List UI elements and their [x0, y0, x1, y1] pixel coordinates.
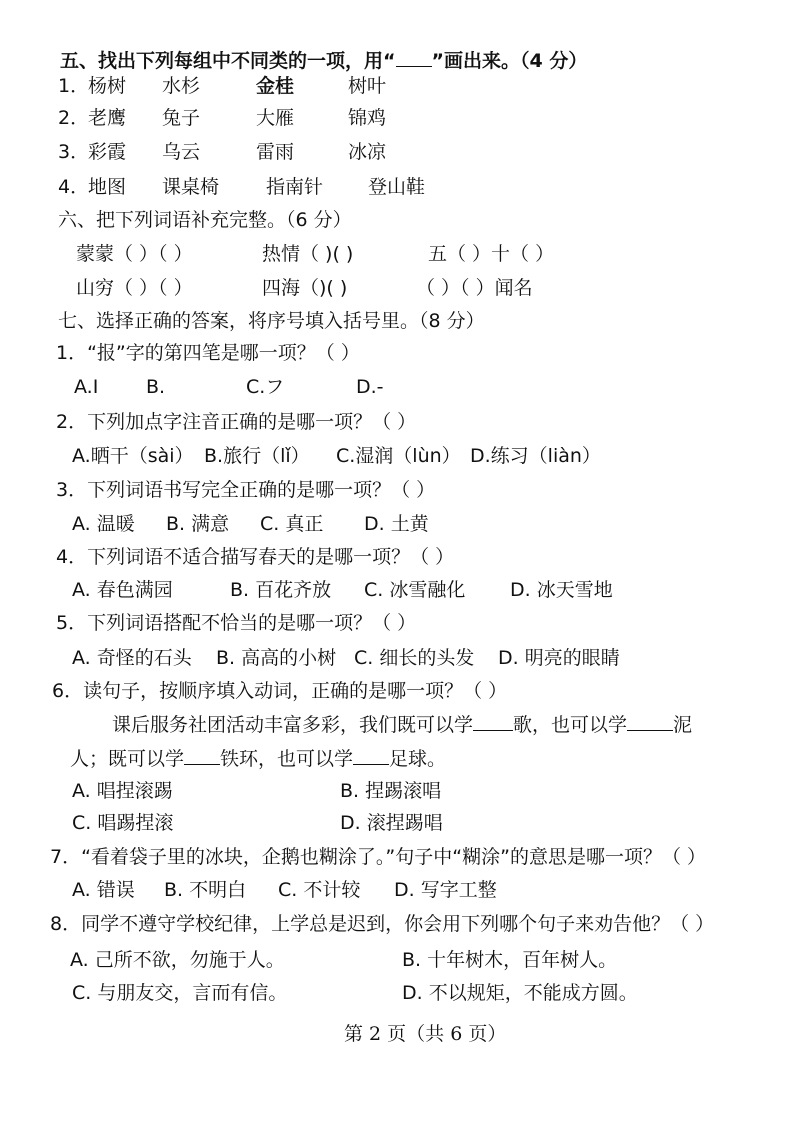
answer-blank [627, 712, 673, 731]
option-a: A. 春色满园 [72, 579, 173, 601]
fill-word: 蒙蒙（ ）（ ） [76, 243, 193, 265]
section5-title [60, 48, 587, 73]
question-2-stem: 2．下列加点字注音正确的是哪一项？（ ） [56, 411, 417, 433]
option-d: D. 写字工整 [394, 879, 497, 901]
option-d: D. 土黄 [364, 513, 429, 535]
option-c: C. 真正 [260, 513, 324, 535]
option-c: C. 唱踢捏滚 [72, 812, 174, 834]
question-6-sentence-line2 [70, 746, 446, 771]
option-d: D.- [356, 376, 384, 398]
option-c: C. 与朋友交，言而有信。 [72, 982, 288, 1004]
fill-word: 山穷（ ）（ ） [76, 277, 193, 299]
option-a: A. 温暖 [72, 513, 135, 535]
fill-word: 五（ ）十（ ） [428, 243, 555, 265]
question-8-stem: 8．同学不遵守学校纪律，上学总是迟到，你会用下列哪个句子来劝告他？（ ） [50, 913, 715, 935]
word: 大雁 [256, 107, 295, 129]
option-d: D.练习（liàn） [470, 445, 601, 467]
answer-blank [473, 712, 513, 731]
option-c: C.湿润（lùn） [336, 445, 461, 467]
option-b: B. 捏踢滚唱 [340, 780, 442, 802]
section5-title-post: ”画出来。（4 分） [431, 50, 588, 72]
row-number: 3． [58, 141, 90, 163]
sentence-text: 铁环，也可以学 [220, 748, 354, 770]
section6-title: 六、把下列词语补充完整。（6 分） [58, 209, 352, 231]
word: 树叶 [348, 75, 387, 97]
option-b: B. [146, 376, 166, 398]
word: 指南针 [266, 176, 324, 198]
section7-title: 七、选择正确的答案，将序号填入括号里。（8 分） [58, 310, 485, 332]
underline-blank [396, 48, 432, 67]
word: 老鹰 [88, 107, 127, 129]
question-7-stem: 7．“看着袋子里的冰块，企鹅也糊涂了。”句子中“糊涂”的意思是哪一项？（ ） [50, 846, 707, 868]
sentence-text: 足球。 [389, 748, 447, 770]
option-d: D. 冰天雪地 [510, 579, 613, 601]
word: 课桌椅 [162, 176, 220, 198]
word: 地图 [88, 176, 127, 198]
option-b: B. 不明白 [164, 879, 247, 901]
option-d: D. 不以规矩，不能成方圆。 [402, 982, 638, 1004]
word: 杨树 [88, 75, 127, 97]
word: 乌云 [162, 141, 201, 163]
option-a: A. 唱捏滚踢 [72, 780, 173, 802]
option-a: A. 奇怪的石头 [72, 647, 192, 669]
question-6-stem: 6．读句子，按顺序填入动词，正确的是哪一项？（ ） [52, 680, 508, 702]
option-c: C. 细长的头发 [354, 647, 475, 669]
section5-title-pre: 五、找出下列每组中不同类的一项，用“ [60, 50, 396, 72]
question-5-stem: 5．下列词语搭配不恰当的是哪一项？（ ） [56, 612, 417, 634]
option-d: D. 滚捏踢唱 [340, 812, 443, 834]
sentence-text: 泥 [673, 714, 693, 736]
word: 兔子 [162, 107, 201, 129]
option-b: B. 百花齐放 [230, 579, 332, 601]
option-b: B.旅行（lǐ） [204, 445, 310, 467]
word: 锦鸡 [348, 107, 387, 129]
option-b: B. 十年树木，百年树人。 [402, 949, 618, 971]
row-number: 1． [58, 75, 90, 97]
row-number: 2． [58, 107, 90, 129]
option-c: C. 冰雪融化 [364, 579, 466, 601]
sentence-text: 课后服务社团活动丰富多彩，我们既可以学 [112, 714, 474, 736]
answer-blank [184, 746, 220, 765]
page-footer: 第 2 页（共 6 页） [344, 1023, 507, 1045]
option-a: A. 错误 [72, 879, 135, 901]
option-a: A.晒干（sài） [72, 445, 194, 467]
word: 冰凉 [348, 141, 387, 163]
option-c: C.フ [246, 376, 285, 398]
fill-word: 热情（ )( ) [262, 243, 354, 265]
option-b: B. 高高的小树 [216, 647, 337, 669]
word: 雷雨 [256, 141, 295, 163]
option-b: B. 满意 [166, 513, 230, 535]
word: 彩霞 [88, 141, 127, 163]
option-a: A. 己所不欲，勿施于人。 [70, 949, 285, 971]
option-c: C. 不计较 [278, 879, 361, 901]
answer-blank [353, 746, 389, 765]
word: 登山鞋 [368, 176, 426, 198]
question-1-stem: 1．“报”字的第四笔是哪一项？（ ） [56, 342, 360, 364]
question-6-sentence-line1 [112, 712, 692, 737]
option-d: D. 明亮的眼睛 [498, 647, 620, 669]
fill-word: （ ）（ ）闻名 [416, 277, 533, 299]
question-4-stem: 4．下列词语不适合描写春天的是哪一项？（ ） [56, 546, 455, 568]
sentence-text: 人；既可以学 [70, 748, 185, 770]
question-3-stem: 3．下列词语书写完全正确的是哪一项？（ ） [56, 479, 436, 501]
word: 金桂 [256, 75, 295, 97]
option-a: A.I [74, 376, 99, 398]
row-number: 4． [58, 176, 90, 198]
fill-word: 四海（)( ) [262, 277, 348, 299]
word: 水杉 [162, 75, 201, 97]
sentence-text: 歌，也可以学 [513, 714, 628, 736]
